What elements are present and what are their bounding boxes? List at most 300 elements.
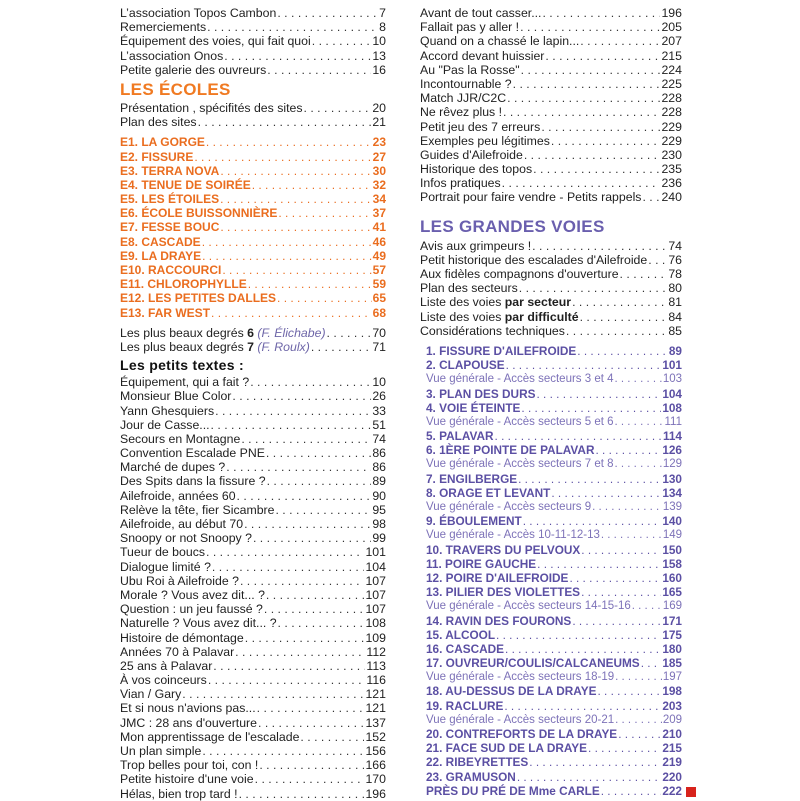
page-number: 196 xyxy=(661,6,682,20)
entry-title: À vos coinceurs xyxy=(120,673,207,688)
leader-dots xyxy=(327,326,372,340)
ecoles-intro-list xyxy=(120,101,386,129)
page-number: 30 xyxy=(372,163,386,178)
text-entry xyxy=(120,701,386,715)
route-entry xyxy=(420,699,682,713)
route-entry xyxy=(420,344,682,358)
entry-title: Vue générale - Accès secteurs 7 et 8 xyxy=(426,458,614,471)
page-number: 98 xyxy=(372,517,386,531)
page-number: 49 xyxy=(372,248,386,263)
toc-left-column xyxy=(120,6,386,801)
leader-dots xyxy=(513,77,661,91)
leader-dots xyxy=(618,727,661,741)
page-number: 10 xyxy=(372,375,386,390)
leader-dots xyxy=(208,673,366,687)
leader-dots xyxy=(537,557,661,571)
entry-title: E4. TENUE DE SOIRÉE xyxy=(120,177,251,192)
entry-title: Jour de Casse... xyxy=(120,417,210,432)
entry-title: L’association Onos xyxy=(120,48,224,63)
entry-title: Vue générale - Accès secteurs 9 xyxy=(426,501,592,513)
text-entry xyxy=(420,6,682,20)
entry-title: E13. FAR WEST xyxy=(120,305,211,320)
page-number: 160 xyxy=(662,570,682,585)
school-entry xyxy=(120,235,386,249)
entry-title: Histoire de démontage xyxy=(120,630,244,645)
text-entry xyxy=(120,531,386,545)
entry-title: Vian / Gary xyxy=(120,687,182,702)
text-entry xyxy=(420,34,682,48)
entry-title: Remerciements xyxy=(120,20,207,35)
page-number: 169 xyxy=(662,600,682,613)
entry-title: Liste des voies par secteur xyxy=(420,295,572,310)
sector-view-entry xyxy=(420,500,682,514)
leader-dots xyxy=(520,20,660,34)
school-entry xyxy=(120,306,386,320)
text-entry xyxy=(120,418,386,432)
leader-dots xyxy=(220,192,372,206)
schools-list xyxy=(120,135,386,319)
entry-title: Plan des sites xyxy=(120,115,197,130)
page-number: 185 xyxy=(662,656,682,671)
text-entry xyxy=(120,645,386,659)
entry-title: Vue générale - Accès secteurs 14-15-16 xyxy=(426,600,631,613)
leader-dots xyxy=(615,372,662,386)
entry-title-emphasis: par difficulté xyxy=(504,309,579,324)
route-entry xyxy=(420,642,682,656)
page-number: 70 xyxy=(372,325,386,340)
leader-dots xyxy=(495,429,662,443)
page-number: 121 xyxy=(365,701,386,716)
leader-dots xyxy=(255,772,365,786)
sector-view-entry xyxy=(420,372,682,386)
leader-dots xyxy=(581,543,661,557)
entry-title: 7. ENGILBERGE xyxy=(426,471,518,486)
leader-dots xyxy=(569,571,661,585)
leader-dots xyxy=(211,306,372,320)
route-entry xyxy=(420,656,682,670)
text-entry xyxy=(420,91,682,105)
text-entry xyxy=(120,404,386,418)
leader-dots xyxy=(577,344,668,358)
entry-title: Ne rêvez plus ! xyxy=(420,105,503,120)
page-number: 27 xyxy=(372,149,386,164)
page-number: 34 xyxy=(372,192,386,207)
page-number: 126 xyxy=(662,443,682,458)
leader-dots xyxy=(505,642,661,656)
entry-title: E12. LES PETITES DALLES xyxy=(120,291,277,306)
page-number: 112 xyxy=(366,644,386,659)
entry-title: JMC : 28 ans d'ouverture xyxy=(120,715,257,730)
page-number: 111 xyxy=(664,415,682,428)
entry-title: Petite histoire d'une voie xyxy=(120,772,254,787)
entry-title-emphasis: par secteur xyxy=(504,295,572,310)
sector-view-entry xyxy=(420,415,682,429)
entry-title: 5. PALAVAR xyxy=(426,429,494,444)
entry-title: E5. LES ÉTOILES xyxy=(120,192,220,207)
page-number: 16 xyxy=(372,62,386,77)
school-entry xyxy=(120,249,386,263)
page-number: 107 xyxy=(365,587,386,602)
leader-dots xyxy=(267,63,371,77)
text-entry xyxy=(120,375,386,389)
entry-title: 21. FACE SUD DE LA DRAYE xyxy=(426,741,588,756)
toc-entry xyxy=(120,101,386,115)
page-number: 129 xyxy=(662,458,682,471)
route-entry xyxy=(420,358,682,372)
page-number: 89 xyxy=(668,343,682,358)
text-entry xyxy=(420,49,682,63)
page-number: 101 xyxy=(662,358,682,373)
entry-title: 4. VOIE ÉTEINTE xyxy=(426,400,521,415)
text-entry xyxy=(420,134,682,148)
entry-title: Vue générale - Accès secteurs 20-21 xyxy=(426,713,615,726)
leader-dots xyxy=(267,474,372,488)
text-entry xyxy=(420,162,682,176)
page-number: 224 xyxy=(661,62,682,77)
page-number: 209 xyxy=(662,713,682,726)
route-entry xyxy=(420,401,682,415)
text-entry xyxy=(420,176,682,190)
page-number: 228 xyxy=(661,91,682,106)
leader-dots xyxy=(278,616,365,630)
entry-title: 6. 1ÈRE POINTE DE PALAVAR xyxy=(426,443,595,458)
leader-dots xyxy=(235,645,365,659)
text-entry xyxy=(120,659,386,673)
route-entry xyxy=(420,486,682,500)
entry-title: 23. GRAMUSON xyxy=(426,769,516,784)
text-entry xyxy=(120,389,386,403)
text-entry xyxy=(420,148,682,162)
page-number: 33 xyxy=(372,403,386,418)
page-number: 20 xyxy=(372,100,386,115)
entry-title: Tueur de boucs xyxy=(120,545,205,560)
page-number: 198 xyxy=(662,684,682,699)
leader-dots xyxy=(572,295,667,309)
page-number: 139 xyxy=(662,501,682,513)
leader-dots xyxy=(212,560,365,574)
page-number: 175 xyxy=(662,627,682,642)
leader-dots xyxy=(541,120,660,134)
page-number: 236 xyxy=(661,176,682,191)
page-number: 21 xyxy=(372,115,386,130)
text-entry xyxy=(120,588,386,602)
page-number: 81 xyxy=(668,295,682,310)
entry-title: E1. LA GORGE xyxy=(120,135,205,150)
leader-dots xyxy=(504,699,661,713)
page-number: 41 xyxy=(372,220,386,235)
leader-dots xyxy=(615,670,662,684)
leader-dots xyxy=(194,150,371,164)
texts-list-continued xyxy=(420,6,682,205)
text-entry xyxy=(420,20,682,34)
leader-dots xyxy=(257,701,365,715)
entry-title: Relève la tête, fier Sicambre xyxy=(120,502,275,517)
entry-title: Quand on a chassé le lapin... xyxy=(420,34,580,49)
page-number: 26 xyxy=(372,389,386,404)
text-entry xyxy=(120,503,386,517)
entry-title: Dialogue limité ? xyxy=(120,559,211,574)
leader-dots xyxy=(648,253,667,267)
page-number: 229 xyxy=(661,133,682,148)
sector-view-entry xyxy=(420,599,682,613)
entry-title: E8. CASCADE xyxy=(120,234,201,249)
entry-title: Question : un jeu faussé ? xyxy=(120,602,263,617)
text-entry xyxy=(120,489,386,503)
page-number: 85 xyxy=(668,323,682,338)
entry-title: E2. FISSURE xyxy=(120,149,194,164)
leader-dots xyxy=(572,614,661,628)
entry-title: Au "Pas la Rosse" xyxy=(420,62,520,77)
leader-dots xyxy=(211,418,372,432)
toc-entry xyxy=(120,63,386,77)
entry-title: 16. CASCADE xyxy=(426,641,505,656)
leader-dots xyxy=(240,574,365,588)
leader-dots xyxy=(496,628,661,642)
page-number: 32 xyxy=(372,177,386,192)
entry-title: Liste des voies par difficulté xyxy=(420,309,579,324)
leader-dots xyxy=(198,115,372,129)
entry-title: Marché de dupes ? xyxy=(120,460,226,475)
leader-dots xyxy=(642,190,660,204)
text-entry xyxy=(120,772,386,786)
page-number: 205 xyxy=(661,20,682,35)
page-number: 8 xyxy=(379,20,386,35)
leader-dots xyxy=(641,656,662,670)
leader-dots xyxy=(202,235,372,249)
entry-title: Années 70 à Palavar xyxy=(120,644,235,659)
toc-right-column xyxy=(420,6,682,798)
entry-title: Vue générale - Accès 10-11-12-13 xyxy=(426,529,600,542)
text-entry xyxy=(120,687,386,701)
page-number: 90 xyxy=(372,488,386,503)
leader-dots xyxy=(202,249,372,263)
entry-title: Avis aux grimpeurs ! xyxy=(420,238,532,253)
text-entry xyxy=(120,730,386,744)
page-number: 86 xyxy=(372,460,386,475)
entry-title: Convention Escalade PNE xyxy=(120,446,265,461)
leader-dots xyxy=(264,602,365,616)
entry-title: 13. PILIER DES VIOLETTES xyxy=(426,585,581,600)
sector-view-entry xyxy=(420,528,682,542)
entry-title: Et si nous n'avions pas... xyxy=(120,701,256,716)
leader-dots xyxy=(580,310,668,324)
entry-title: E10. RACCOURCI xyxy=(120,263,222,277)
text-entry xyxy=(420,190,682,204)
page-number: 107 xyxy=(365,573,386,588)
text-entry xyxy=(120,460,386,474)
entry-title: Équipement, qui a fait ? xyxy=(120,375,250,390)
entry-title: Snoopy or not Snoopy ? xyxy=(120,531,252,546)
page-number: 68 xyxy=(372,305,386,320)
page-number: 158 xyxy=(662,556,682,571)
entry-title: Vue générale - Accès secteurs 5 et 6 xyxy=(426,415,614,428)
leader-dots xyxy=(566,324,667,338)
page-number: 228 xyxy=(661,105,682,120)
leader-dots xyxy=(551,486,661,500)
school-entry xyxy=(120,263,386,277)
entry-title: Trop belles pour toi, con ! xyxy=(120,758,259,773)
leader-dots xyxy=(241,432,371,446)
page-number: 215 xyxy=(661,48,682,63)
toc-entry xyxy=(420,324,682,338)
entry-title: Petite galerie des ouvreurs xyxy=(120,62,267,77)
entry-title: Des Spits dans la fissure ? xyxy=(120,474,266,489)
leader-dots xyxy=(523,514,662,528)
entry-title: Plan des secteurs xyxy=(420,281,518,296)
entry-title: E11. CHLOROPHYLLE xyxy=(120,277,247,292)
entry-title: 14. RAVIN DES FOURONS xyxy=(426,613,572,628)
text-entry xyxy=(120,602,386,616)
leader-dots xyxy=(237,489,372,503)
leader-dots xyxy=(277,6,378,20)
entry-title: Incontournable ? xyxy=(420,76,512,91)
leader-dots xyxy=(518,472,661,486)
entry-title: 1. FISSURE D'AILEFROIDE xyxy=(426,343,577,358)
page-number: 225 xyxy=(661,76,682,91)
page-number: 235 xyxy=(661,162,682,177)
text-entry xyxy=(120,631,386,645)
routes-list xyxy=(420,344,682,798)
page-number: 215 xyxy=(662,741,682,756)
toc-entry xyxy=(420,281,682,295)
text-entry xyxy=(120,744,386,758)
leader-dots xyxy=(581,585,661,599)
school-entry xyxy=(120,206,386,220)
entry-title: Présentation , spécifités des sites xyxy=(120,100,303,115)
page-number: 210 xyxy=(662,727,682,741)
grandes-voies-intro-list xyxy=(420,239,682,338)
page-number: 78 xyxy=(668,267,682,281)
page-number: 59 xyxy=(372,277,386,292)
toc-entry xyxy=(420,295,682,309)
page-number: 197 xyxy=(662,671,682,684)
text-entry xyxy=(420,77,682,91)
page-number: 152 xyxy=(365,729,386,744)
text-entry xyxy=(120,616,386,630)
route-entry xyxy=(420,571,682,585)
toc-entry xyxy=(420,253,682,267)
leader-dots xyxy=(536,387,661,401)
leader-dots xyxy=(601,784,662,798)
ecoles-heading: LES ÉCOLES xyxy=(120,79,231,99)
page-number: 104 xyxy=(365,559,386,574)
leader-dots xyxy=(592,500,662,514)
entry-title: Morale ? Vous avez dit... ? xyxy=(120,587,265,602)
page-number: 113 xyxy=(366,658,386,673)
page-number: 207 xyxy=(661,34,682,49)
leader-dots xyxy=(588,741,661,755)
entry-title: Aux fidèles compagnons d'ouverture xyxy=(420,267,619,281)
leader-dots xyxy=(615,713,662,727)
toc-entry xyxy=(120,49,386,63)
school-entry xyxy=(120,277,386,291)
route-entry xyxy=(420,514,682,528)
route-entry xyxy=(420,628,682,642)
entry-title: Vue générale - Accès secteurs 3 et 4 xyxy=(426,373,614,386)
entry-title: Vue générale - Accès secteurs 18-19 xyxy=(426,671,615,684)
text-entry xyxy=(120,560,386,574)
leader-dots xyxy=(506,358,662,372)
page-number: 99 xyxy=(372,531,386,546)
grandes-voies-heading: LES GRANDES VOIES xyxy=(420,216,605,236)
school-entry xyxy=(120,164,386,178)
text-entry xyxy=(120,446,386,460)
leader-dots xyxy=(259,758,364,772)
route-entry xyxy=(420,472,682,486)
leader-dots xyxy=(517,770,662,784)
route-entry xyxy=(420,784,682,798)
page-number: 74 xyxy=(372,431,386,446)
page-number: 95 xyxy=(372,502,386,517)
entry-title: Monsieur Blue Color xyxy=(120,389,232,404)
page-number: 171 xyxy=(662,613,682,628)
entry-title: Match JJR/C2C xyxy=(420,91,507,106)
entry-title: 8. ORAGE ET LEVANT xyxy=(426,485,551,500)
text-entry xyxy=(120,758,386,772)
leader-dots xyxy=(253,531,371,545)
leader-dots xyxy=(245,631,365,645)
page-number: 108 xyxy=(662,400,682,415)
toc-entry xyxy=(420,310,682,324)
leader-dots xyxy=(232,389,371,403)
text-entry xyxy=(120,673,386,687)
page-number: 74 xyxy=(668,238,682,253)
leader-dots xyxy=(502,176,661,190)
page-number: 229 xyxy=(661,119,682,134)
leader-dots xyxy=(311,340,372,354)
entry-title: Historique des topos xyxy=(420,162,533,177)
texts-list xyxy=(120,375,386,801)
entry-title: E6. ÉCOLE BUISSONNIÈRE xyxy=(120,206,278,221)
leader-dots xyxy=(244,517,371,531)
toc-entry xyxy=(420,267,682,281)
page-number: 80 xyxy=(668,281,682,296)
route-entry xyxy=(420,614,682,628)
school-entry xyxy=(120,220,386,234)
entry-title: 2. CLAPOUSE xyxy=(426,358,505,373)
school-entry xyxy=(120,150,386,164)
entry-title: Mon apprentissage de l'escalade xyxy=(120,729,300,744)
entry-title: Considérations techniques xyxy=(420,323,565,338)
leader-dots xyxy=(524,148,661,162)
page-number: 46 xyxy=(372,234,386,249)
page-number: 121 xyxy=(365,687,386,702)
page-number: 89 xyxy=(372,474,386,489)
leader-dots xyxy=(521,401,661,415)
text-entry xyxy=(420,105,682,119)
leader-dots xyxy=(252,178,372,192)
page-number: 71 xyxy=(372,339,386,354)
leader-dots xyxy=(239,787,365,801)
page-number: 149 xyxy=(662,529,682,542)
page-number: 51 xyxy=(372,417,386,432)
entry-title: Petit historique des escalades d'Ailefroide xyxy=(420,252,648,267)
entry-title: Équipement des voies, qui fait quoi xyxy=(120,34,311,49)
route-entry xyxy=(420,755,682,769)
text-entry xyxy=(120,545,386,559)
page-number: 84 xyxy=(668,309,682,324)
entry-title: 12. POIRE D'AILEFROIDE xyxy=(426,570,569,585)
text-entry xyxy=(120,432,386,446)
leader-dots xyxy=(503,105,660,119)
leader-dots xyxy=(597,684,661,698)
text-entry xyxy=(120,716,386,730)
sector-view-entry xyxy=(420,670,682,684)
entry-title: E9. LA DRAYE xyxy=(120,248,202,263)
page-number: 180 xyxy=(662,641,682,656)
page-number: 219 xyxy=(662,755,682,770)
entry-title: Exemples peu légitimes xyxy=(420,133,550,148)
